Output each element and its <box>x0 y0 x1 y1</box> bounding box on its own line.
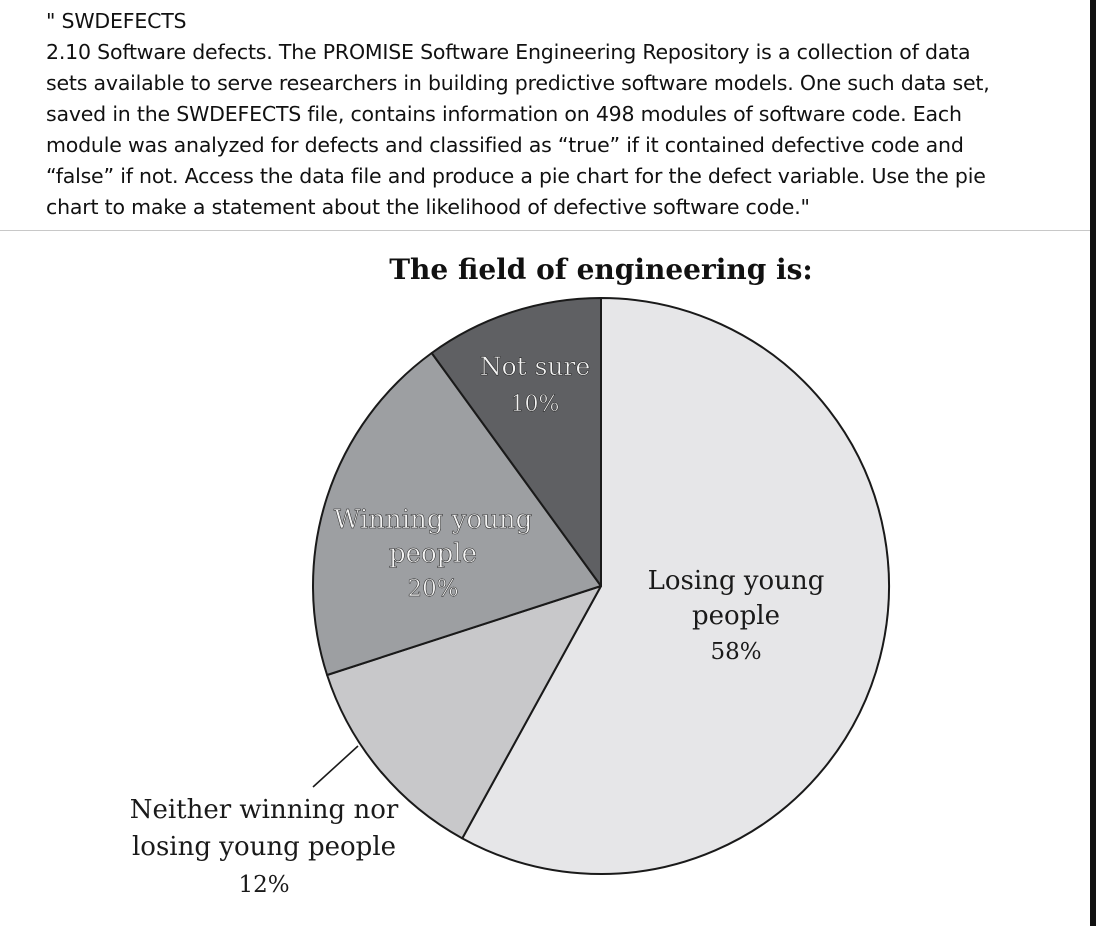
pie-chart <box>0 231 1090 926</box>
problem-line-3: sets available to serve researchers in building predictive software models. One such data set, <box>46 71 990 95</box>
leader-line-2 <box>313 746 358 787</box>
problem-line-7: chart to make a statement about the likelihood of defective software code." <box>46 195 810 219</box>
problem-statement <box>46 6 1046 223</box>
slice-label-1: Losing young <box>647 566 825 596</box>
problem-line-5: module was analyzed for defects and classified as “true” if it contained defective code and <box>46 133 964 157</box>
slice-label-2: Neither winning nor <box>129 795 399 825</box>
problem-line-4: saved in the SWDEFECTS file, contains information on 498 modules of software code. Each <box>46 102 962 126</box>
slice-label-4: Not sure <box>479 352 591 381</box>
window-edge-bar <box>1090 0 1096 926</box>
slice-label-2: losing young people <box>131 832 397 862</box>
problem-line-6: “false” if not. Access the data file and produce a pie chart for the defect variable. Use the pie <box>46 164 986 188</box>
slice-value-label-1: 58% <box>710 639 762 665</box>
problem-line-1: " SWDEFECTS <box>46 9 187 33</box>
slice-value-label-4: 10% <box>510 392 560 417</box>
slice-value-label-2: 12% <box>238 872 290 898</box>
slice-label-3: Winning young <box>333 505 533 535</box>
problem-line-2: 2.10 Software defects. The PROMISE Software Engineering Repository is a collection of data <box>46 40 971 64</box>
chart-title: The field of engineering is: <box>389 253 813 286</box>
slice-label-3: people <box>388 539 478 569</box>
slice-label-1: people <box>691 601 781 631</box>
slice-value-label-3: 20% <box>407 576 459 602</box>
